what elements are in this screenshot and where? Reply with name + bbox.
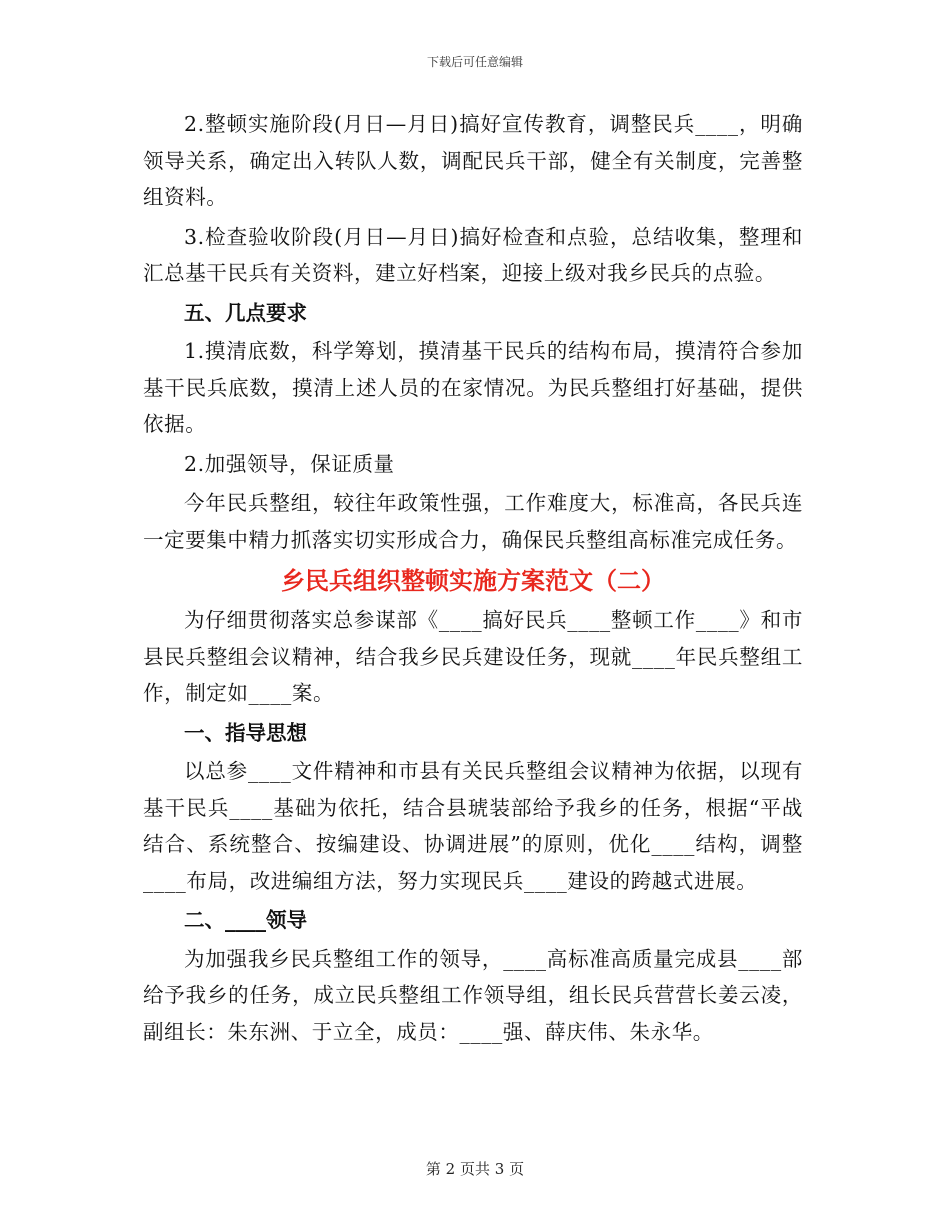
paragraph-leadership: 为加强我乡民兵整组工作的领导，____高标准高质量完成县____部给予我乡的任务，成立民兵整组工作领导组，组长民兵营营长姜云凌，副组长：朱东洲、于立全，成员：____强、薛庆伟、朱永华。 <box>143 946 803 1044</box>
page-header: 下载后可任意编辑 <box>426 55 523 69</box>
page-footer: 第 2 页共 3 页 <box>425 1160 525 1178</box>
section-heading-leadership: 二、____领导 <box>184 908 307 932</box>
section-heading-requirements: 五、几点要求 <box>184 300 307 325</box>
document-body <box>143 106 803 1050</box>
paragraph-stage-3: 3.检查验收阶段(月日—月日)搞好检查和点验，总结收集，整理和汇总基干民兵有关资料，建立好档案，迎接上级对我乡民兵的点验。 <box>143 224 803 285</box>
paragraph-guiding: 以总参____文件精神和市县有关民兵整组会议精神为依据，以现有基干民兵____基础为依托，结合县琥装部给予我乡的任务，根据“平战结合、系统整合、按编建设、协调进展”的原则，优化____结构，调整____布局，改进编组方法，努力实现民兵____建设的跨越式进展。 <box>143 759 803 893</box>
paragraph-requirement-1: 1.摸清底数，科学筹划，摸清基干民兵的结构布局，摸清符合参加基干民兵底数，摸清上述人员的在家情况。为民兵整组打好基础，提供依据。 <box>143 339 803 436</box>
section-heading-guiding: 一、指导思想 <box>184 720 307 745</box>
paragraph-intro: 为仔细贯彻落实总参谋部《____搞好民兵____整顿工作____》和市县民兵整组会议精神，结合我乡民兵建设任务，现就____年民兵整组工作，制定如____案。 <box>143 608 803 705</box>
paragraph-this-year: 今年民兵整组，较往年政策性强，工作难度大，标准高，各民兵连一定要集中精力抓落实切实形成合力，确保民兵整组高标准完成任务。 <box>143 491 803 552</box>
document-title: 乡民兵组织整顿实施方案范文（二） <box>281 567 665 595</box>
paragraph-requirement-2: 2.加强领导，保证质量 <box>184 451 395 476</box>
paragraph-stage-2: 2.整顿实施阶段(月日—月日)搞好宣传教育，调整民兵____，明确领导关系，确定出入转队人数，调配民兵干部，健全有关制度，完善整组资料。 <box>143 112 803 209</box>
